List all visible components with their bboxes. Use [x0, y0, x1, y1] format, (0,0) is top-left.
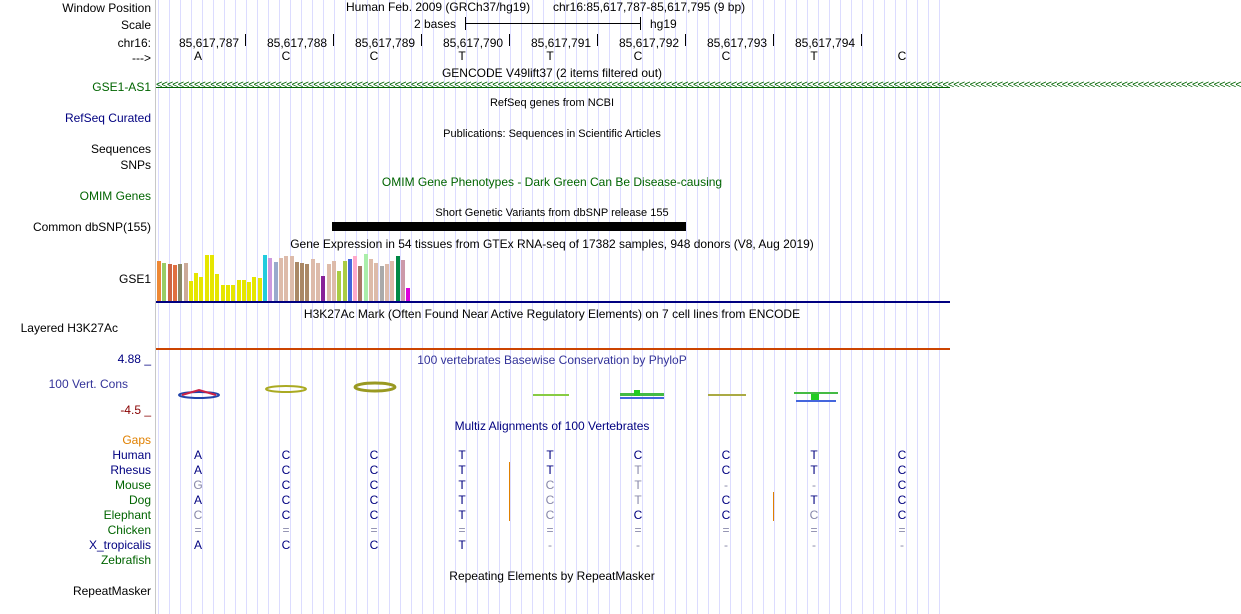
assembly-title: Human Feb. 2009 (GRCh37/hg19)	[346, 0, 531, 14]
gap-insert-mark	[773, 492, 774, 508]
gtex-tissue-bar[interactable]	[380, 266, 384, 301]
alignment-base: T	[458, 493, 466, 507]
alignment-base: A	[193, 538, 203, 552]
gencode-track-title: GENCODE V49lift37 (2 items filtered out)	[441, 66, 663, 80]
gene-track-label[interactable]: GSE1-AS1	[92, 80, 151, 94]
alignment-base: =	[458, 523, 466, 537]
alignment-base: T	[634, 463, 642, 477]
coord-tick	[245, 34, 246, 46]
gtex-tissue-bar[interactable]	[258, 278, 262, 301]
alignment-base: =	[634, 523, 642, 537]
gtex-tissue-bar[interactable]	[226, 285, 230, 301]
gtex-tissue-bar[interactable]	[385, 264, 389, 301]
omim-label[interactable]: OMIM Genes	[79, 189, 151, 203]
grid-line	[213, 0, 214, 614]
alignment-base: =	[370, 523, 378, 537]
base-letter: C	[633, 49, 643, 63]
grid-line	[191, 0, 192, 614]
grid-line	[917, 0, 918, 614]
gtex-tissue-bar[interactable]	[284, 256, 288, 301]
gtex-gene-label[interactable]: GSE1	[118, 272, 151, 286]
alignment-base: =	[810, 523, 818, 537]
scale-db: hg19	[650, 17, 677, 31]
cons-max-label: 4.88 _	[117, 352, 151, 366]
alignment-base: C	[721, 448, 731, 462]
alignment-base: A	[193, 448, 203, 462]
coord-label: 85,617,794	[795, 36, 856, 50]
alignment-base: C	[369, 538, 379, 552]
refseq-track-title: RefSeq genes from NCBI	[489, 97, 615, 109]
cons-logo-t2-peak	[811, 394, 819, 401]
coord-label: 85,617,789	[355, 36, 416, 50]
alignment-base: -	[812, 478, 816, 492]
coord-label: 85,617,791	[531, 36, 592, 50]
alignment-base: G	[193, 478, 203, 492]
coord-label: 85,617,787	[179, 36, 240, 50]
base-letter: T	[458, 49, 466, 63]
alignment-base: =	[898, 523, 906, 537]
gtex-tissue-bar[interactable]	[279, 258, 283, 301]
cons-logo-c2	[355, 383, 395, 391]
alignment-base: C	[281, 493, 291, 507]
species-label[interactable]: Rhesus	[110, 463, 151, 477]
gtex-tissue-bar[interactable]	[178, 264, 182, 301]
alignment-base: C	[281, 508, 291, 522]
scale-text: 2 bases	[414, 17, 457, 31]
cons-track-title: 100 vertebrates Basewise Conservation by PhyloP	[417, 353, 687, 367]
gtex-tissue-bar[interactable]	[189, 281, 193, 301]
alignment-base: =	[722, 523, 730, 537]
alignment-base: -	[636, 538, 640, 552]
base-letter: A	[193, 49, 203, 63]
gtex-baseline	[156, 301, 950, 303]
alignment-base: T	[458, 448, 466, 462]
gtex-tissue-bar[interactable]	[242, 280, 246, 301]
dbsnp-track-title: Short Genetic Variants from dbSNP release 155	[435, 207, 669, 219]
gtex-tissue-bar[interactable]	[305, 264, 309, 301]
species-label[interactable]: Mouse	[114, 478, 151, 492]
cons-logo-plot[interactable]	[156, 376, 950, 408]
gtex-tissue-bar[interactable]	[210, 255, 214, 301]
alignment-base: T	[546, 448, 554, 462]
gtex-tissue-bar[interactable]	[396, 256, 400, 301]
species-label[interactable]: Zebrafish	[100, 553, 151, 567]
grid-line	[851, 0, 852, 614]
dbsnp-variant-bar[interactable]	[332, 222, 686, 231]
alignment-base: C	[545, 508, 555, 522]
scale-label: Scale	[120, 18, 151, 32]
position-range: chr16:85,617,787-85,617,795 (9 bp)	[553, 0, 746, 14]
gap-insert-mark	[509, 462, 510, 478]
base-letter: T	[810, 49, 818, 63]
grid-line	[862, 0, 863, 614]
species-label[interactable]: X_tropicalis	[88, 538, 151, 552]
grid-line	[928, 0, 929, 614]
gap-insert-mark	[509, 492, 510, 508]
gtex-tissue-bar[interactable]	[263, 255, 267, 301]
alignment-base: T	[546, 463, 554, 477]
grid-line	[279, 0, 280, 614]
gtex-tissue-bar[interactable]	[173, 265, 177, 301]
species-label[interactable]: Chicken	[107, 523, 151, 537]
alignment-base: C	[721, 508, 731, 522]
alignment-base: C	[545, 493, 555, 507]
publications-track-title: Publications: Sequences in Scientific Articles	[443, 128, 661, 140]
chrom-label: chr16:	[117, 36, 151, 50]
alignment-base: T	[810, 493, 818, 507]
alignment-base: C	[897, 493, 907, 507]
gap-insert-mark	[509, 477, 510, 493]
gtex-tissue-bar[interactable]	[311, 259, 315, 301]
alignment-base: =	[194, 523, 202, 537]
gtex-tissue-bar[interactable]	[194, 273, 198, 301]
alignment-base: -	[900, 538, 904, 552]
grid-line	[939, 0, 940, 614]
coord-label: 85,617,792	[619, 36, 680, 50]
grid-line	[873, 0, 874, 614]
alignment-base: C	[369, 508, 379, 522]
grid-line	[158, 0, 159, 614]
alignment-base: C	[897, 478, 907, 492]
gtex-tissue-bar[interactable]	[252, 277, 256, 301]
alignment-base: T	[810, 448, 818, 462]
alignment-base: C	[721, 463, 731, 477]
strand-label: --->	[132, 51, 151, 65]
grid-line	[807, 0, 808, 614]
gtex-bar-chart[interactable]	[156, 254, 536, 301]
multiz-track-title: Multiz Alignments of 100 Vertebrates	[454, 419, 650, 433]
alignment-base: T	[634, 493, 642, 507]
cons-logo-t1	[533, 394, 569, 396]
grid-line	[829, 0, 830, 614]
h3k27ac-track-title: H3K27Ac Mark (Often Found Near Active Regulatory Elements) on 7 cell lines from ENCODE	[303, 307, 801, 321]
coord-label: 85,617,793	[707, 36, 768, 50]
base-letter: C	[721, 49, 731, 63]
track-label-column	[0, 0, 155, 614]
grid-line	[169, 0, 170, 614]
coord-label: 85,617,790	[443, 36, 504, 50]
alignment-base: -	[724, 478, 728, 492]
grid-line	[840, 0, 841, 614]
gtex-tissue-bar[interactable]	[358, 266, 362, 301]
alignment-base: C	[281, 448, 291, 462]
cons-min-label: -4.5 _	[120, 403, 151, 417]
alignment-base: T	[458, 463, 466, 477]
gtex-tissue-bar[interactable]	[295, 262, 299, 301]
alignment-base: C	[369, 493, 379, 507]
alignment-base: T	[458, 538, 466, 552]
alignment-base: =	[546, 523, 554, 537]
alignment-base: C	[897, 448, 907, 462]
alignment-base: C	[281, 478, 291, 492]
alignment-base: T	[458, 508, 466, 522]
gtex-tissue-bar[interactable]	[353, 256, 357, 301]
gtex-tissue-bar[interactable]	[364, 254, 368, 301]
alignment-base: C	[721, 493, 731, 507]
alignment-base: C	[633, 508, 643, 522]
alignment-base: C	[281, 463, 291, 477]
gtex-tissue-bar[interactable]	[221, 285, 225, 301]
gaps-label: Gaps	[122, 433, 151, 447]
grid-line	[235, 0, 236, 614]
gtex-tissue-bar[interactable]	[343, 261, 347, 301]
alignment-base: -	[812, 538, 816, 552]
cons-logo-c3-neg	[620, 397, 664, 399]
base-letter: T	[546, 49, 554, 63]
gtex-tissue-bar[interactable]	[231, 285, 235, 301]
grid-line	[895, 0, 896, 614]
cons-logo-c3-peak	[634, 390, 640, 396]
gtex-tissue-bar[interactable]	[390, 261, 394, 301]
dbsnp-label[interactable]: Common dbSNP(155)	[32, 220, 151, 234]
alignment-base: T	[634, 478, 642, 492]
gtex-tissue-bar[interactable]	[205, 255, 209, 301]
scale-bar	[465, 23, 640, 24]
window-position-label: Window Position	[62, 1, 151, 15]
gtex-tissue-bar[interactable]	[321, 276, 325, 301]
gtex-tissue-bar[interactable]	[268, 258, 272, 301]
gtex-tissue-bar[interactable]	[247, 282, 251, 301]
scale-bar-right-tick	[640, 17, 641, 30]
omim-track-title: OMIM Gene Phenotypes - Dark Green Can Be Disease-causing	[381, 175, 723, 189]
cons-logo-c4	[708, 394, 746, 396]
grid-line	[301, 0, 302, 614]
cons-logo-c1	[266, 386, 306, 392]
track-display-area[interactable]	[156, 0, 1241, 614]
refseq-label[interactable]: RefSeq Curated	[64, 111, 151, 125]
alignment-base: A	[193, 493, 203, 507]
gtex-tissue-bar[interactable]	[401, 260, 405, 301]
coord-tick	[333, 34, 334, 46]
cons-logo-t2	[794, 392, 838, 394]
grid-line	[246, 0, 247, 614]
cons-logo-c3	[620, 393, 664, 396]
h3k27ac-baseline	[156, 348, 950, 350]
coord-tick	[685, 34, 686, 46]
coord-tick	[597, 34, 598, 46]
gtex-tissue-bar[interactable]	[327, 264, 331, 301]
coord-tick	[421, 34, 422, 46]
alignment-base: =	[282, 523, 290, 537]
alignment-base: T	[810, 463, 818, 477]
gtex-tissue-bar[interactable]	[316, 263, 320, 301]
gtex-tissue-bar[interactable]	[274, 262, 278, 301]
alignment-base: C	[281, 538, 291, 552]
gtex-tissue-bar[interactable]	[290, 256, 294, 301]
gtex-tissue-bar[interactable]	[237, 280, 241, 301]
base-letter: C	[369, 49, 379, 63]
gtex-track-title: Gene Expression in 54 tissues from GTEx RNA-seq of 17382 samples, 948 donors (V8, Aug 2019)	[290, 237, 814, 251]
gtex-tissue-bar[interactable]	[337, 271, 341, 301]
gtex-tissue-bar[interactable]	[348, 259, 352, 301]
species-label[interactable]: Dog	[128, 493, 151, 507]
alignment-base: C	[809, 508, 819, 522]
repeatmasker-track-title: Repeating Elements by RepeatMasker	[449, 569, 655, 583]
gene-strand-arrows: <<<<<<<<<<<<<<<<<<<<<<<<<<<<<<<<<<<<<<<<<<<<<<<<<<<<<<<<<<<<<<<<<<<<<<<<<<<<<<<<<<<<<<<<<<<<<<<<<<<<<<<<<<<<<<<<<<<<<<<<<<<<<<<<<<<<<<<<<<<<<<<<<<<<<<<<<<<<<<<<<<<<<<<<<<<<<<<<<<<<<<<<<<<<<<<<<<<<<<<<	[156, 79, 1241, 91]
gtex-tissue-bar[interactable]	[168, 264, 172, 301]
gtex-tissue-bar[interactable]	[300, 263, 304, 301]
cons-track-label[interactable]: 100 Vert. Cons	[48, 377, 128, 391]
alignment-base: C	[545, 478, 555, 492]
gtex-tissue-bar[interactable]	[184, 263, 188, 301]
coord-label: 85,617,788	[267, 36, 328, 50]
coord-tick	[773, 34, 774, 46]
gap-insert-mark	[509, 507, 510, 521]
alignment-base: C	[897, 508, 907, 522]
coord-tick	[509, 34, 510, 46]
h3k27ac-label[interactable]: Layered H3K27Ac	[20, 321, 118, 335]
alignment-base: T	[458, 478, 466, 492]
gap-insert-mark	[773, 507, 774, 521]
alignment-base: C	[369, 448, 379, 462]
gtex-tissue-bar[interactable]	[369, 259, 373, 301]
species-label[interactable]: Elephant	[103, 508, 151, 522]
alignment-base: C	[897, 463, 907, 477]
gtex-tissue-bar[interactable]	[199, 277, 203, 301]
gtex-tissue-bar[interactable]	[215, 274, 219, 301]
gtex-tissue-bar[interactable]	[374, 263, 378, 301]
alignment-base: A	[193, 463, 203, 477]
alignment-base: C	[633, 448, 643, 462]
species-label[interactable]: Human	[112, 448, 151, 462]
grid-line	[268, 0, 269, 614]
gtex-tissue-bar[interactable]	[157, 261, 161, 301]
grid-line	[224, 0, 225, 614]
alignment-base: -	[724, 538, 728, 552]
grid-line	[257, 0, 258, 614]
grid-line	[884, 0, 885, 614]
coord-tick	[861, 34, 862, 46]
gtex-tissue-bar[interactable]	[332, 261, 336, 301]
snps-label[interactable]: SNPs	[120, 158, 151, 172]
alignment-base: C	[193, 508, 203, 522]
sequences-label[interactable]: Sequences	[90, 142, 151, 156]
cons-logo-t2-neg	[796, 400, 836, 402]
base-letter: C	[281, 49, 291, 63]
alignment-base: C	[369, 478, 379, 492]
alignment-base: C	[369, 463, 379, 477]
gtex-tissue-bar[interactable]	[406, 288, 410, 301]
alignment-base: -	[548, 538, 552, 552]
gtex-tissue-bar[interactable]	[162, 263, 166, 301]
base-letter: C	[897, 49, 907, 63]
grid-line	[180, 0, 181, 614]
repeatmasker-label[interactable]: RepeatMasker	[72, 584, 151, 598]
